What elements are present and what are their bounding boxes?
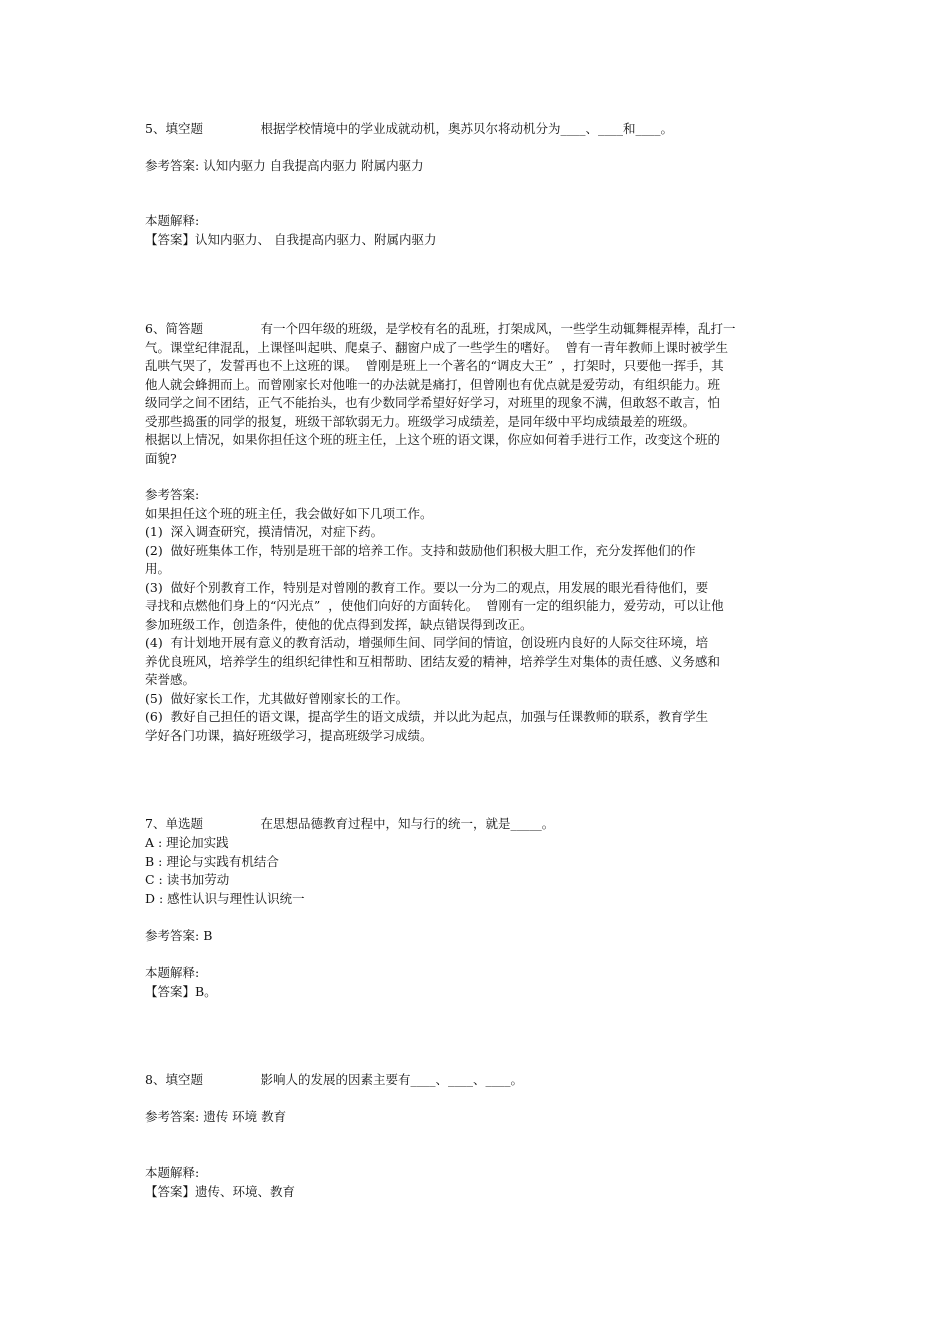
question-number: 8、	[145, 1072, 166, 1087]
question-stem-line: 级同学之间不团结，正气不能抬头，也有少数同学希望好好学习，对班里的现象不满，但敢怒不敢言，怕	[145, 395, 721, 410]
option-c: C : 读书加劳动	[145, 872, 230, 887]
answer-line: (1) 深入调查研究，摸清情况，对症下药。	[145, 524, 384, 539]
answer-line: 如果担任这个班的班主任，我会做好如下几项工作。	[145, 505, 433, 521]
answer-line: 参加班级工作，创造条件，使他的优点得到发挥，缺点错误得到改正。	[145, 616, 533, 632]
answer-text: 认知内驱力 自我提高内驱力 附属内驱力	[203, 158, 424, 173]
question-stem-line: 他人就会蜂拥而上。而曾刚家长对他唯一的办法就是痛打，但曾刚也有优点就是爱劳动，有组织能力。班	[145, 376, 721, 392]
answer-line: (4) 有计划地开展有意义的教育活动，增强师生间、同学间的情谊，创设班内良好的人际交往环境，培	[145, 635, 709, 650]
question-stem-line: 受那些捣蛋的同学的报复，班级干部软弱无力。班级学习成绩差，是同年级中平均成绩最差的班级。	[145, 413, 696, 429]
answer-line	[145, 157, 815, 176]
answer-line: 寻找和点燃他们身上的“闪光点” ，使他们向好的方面转化。 曾刚有一定的组织能力，爱劳动，可以让他	[145, 598, 724, 613]
question-6-header	[145, 320, 815, 339]
question-number: 6、	[145, 321, 166, 336]
explanation-label: 本题解释:	[145, 213, 200, 228]
question-stem: 在思想品德教育过程中，知与行的统一，就是_____。	[260, 816, 555, 831]
question-stem-line: 面貌?	[145, 450, 177, 466]
answer-label: 参考答案:	[145, 487, 200, 502]
explanation-label: 本题解释:	[145, 965, 200, 980]
question-7-header	[145, 815, 815, 834]
option-a: A : 理论加实践	[145, 835, 229, 850]
answer-label: 参考答案:	[145, 158, 204, 173]
answer-label: 参考答案:	[145, 928, 204, 943]
question-5-header	[145, 120, 815, 139]
answer-line	[145, 927, 815, 946]
question-type: 简答题	[165, 321, 203, 336]
explanation-label: 本题解释:	[145, 1165, 200, 1180]
question-number: 5、	[145, 121, 166, 136]
explanation-text: 【答案】遗传、环境、教育	[145, 1184, 296, 1199]
question-type: 填空题	[165, 1072, 203, 1087]
question-stem-line: 有一个四年级的班级，是学校有名的乱班，打架成风，一些学生动辄舞棍弄棒，乱打一	[260, 321, 736, 336]
question-stem-line: 气。课堂纪律混乱，上课怪叫起哄、爬桌子、翻窗户成了一些学生的嗜好。 曾有一青年教师上课时被学生	[145, 339, 728, 355]
question-stem-line: 根据以上情况，如果你担任这个班的班主任，上这个班的语文课，你应如何着手进行工作，改变这个班的	[145, 432, 721, 447]
answer-line: 荣誉感。	[145, 672, 196, 687]
question-stem-line: 乱哄气哭了，发誓再也不上这班的课。 曾刚是班上一个著名的“调皮大王” ，打架时，只要他一挥手，其	[145, 358, 724, 373]
answer-text: 遗传 环境 教育	[203, 1109, 287, 1124]
answer-line: (5) 做好家长工作，尤其做好曾刚家长的工作。	[145, 690, 409, 706]
question-type: 单选题	[165, 816, 203, 831]
option-d: D : 感性认识与理性认识统一	[145, 890, 305, 906]
option-b: B : 理论与实践有机结合	[145, 853, 279, 869]
question-number: 7、	[145, 816, 166, 831]
answer-line: 养优良班风，培养学生的组织纪律性和互相帮助、团结友爱的精神，培养学生对集体的责任感、义务感和	[145, 653, 721, 669]
question-type: 填空题	[165, 121, 203, 136]
answer-label: 参考答案:	[145, 1109, 204, 1124]
answer-line	[145, 1108, 815, 1127]
explanation-text: 【答案】B。	[145, 984, 217, 999]
answer-line: (2) 做好班集体工作，特别是班干部的培养工作。支持和鼓励他们积极大胆工作，充分发挥他们的作	[145, 542, 696, 558]
answer-line: (6) 教好自己担任的语文课，提高学生的语文成绩，并以此为起点，加强与任课教师的联系，教育学生	[145, 709, 709, 724]
answer-line: 用。	[145, 561, 171, 576]
answer-line: 学好各门功课，搞好班级学习，提高班级学习成绩。	[145, 727, 433, 743]
explanation-text: 【答案】认知内驱力、 自我提高内驱力、附属内驱力	[145, 232, 437, 247]
answer-text: B	[203, 928, 213, 943]
question-stem: 影响人的发展的因素主要有____、____、____。	[260, 1072, 523, 1087]
question-8-header	[145, 1071, 815, 1090]
answer-line: (3) 做好个别教育工作，特别是对曾刚的教育工作。要以一分为二的观点，用发展的眼光看待他们，要	[145, 579, 709, 595]
question-stem: 根据学校情境中的学业成就动机，奥苏贝尔将动机分为____、____和____。	[260, 121, 673, 136]
